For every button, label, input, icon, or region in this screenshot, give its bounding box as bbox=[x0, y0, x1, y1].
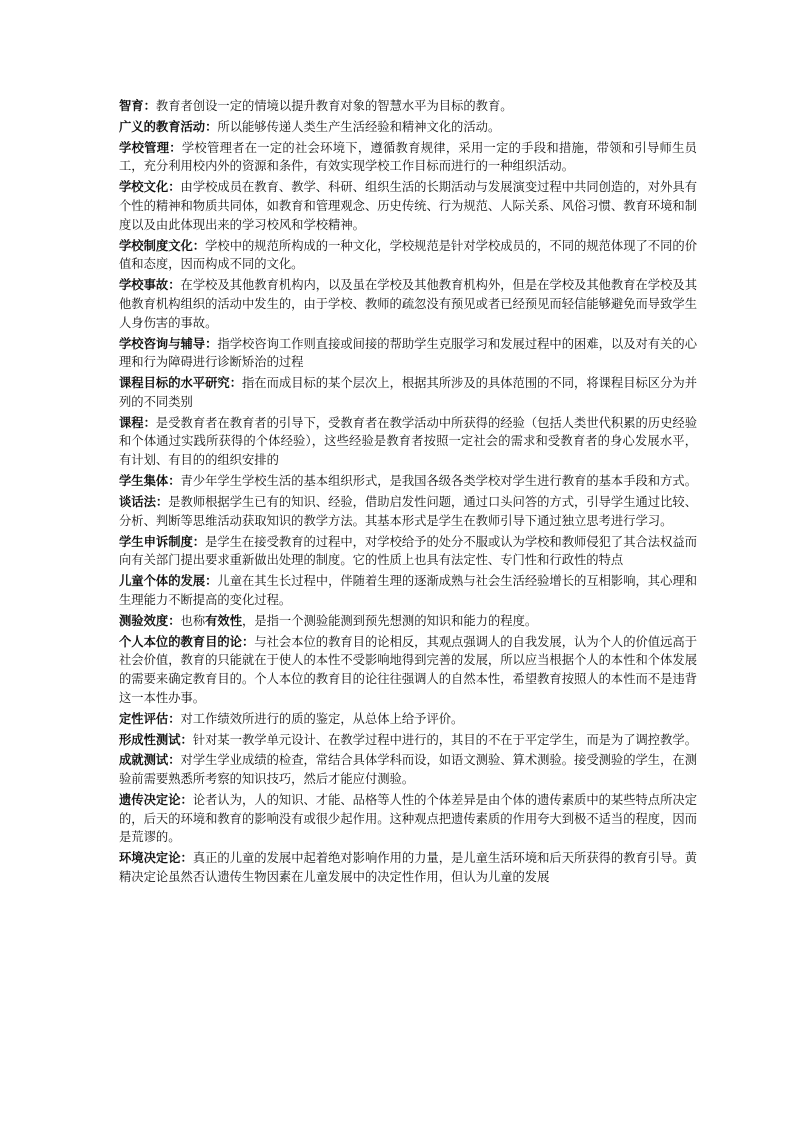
definition-text: 学校管理者在一定的社会环境下，遵循教育规律，采用一定的手段和措施，带领和引导师生员工，充分利用校内外的资源和条件，有效实现学校工作目标而进行的一种组织活动。 bbox=[119, 140, 697, 174]
term: 个人本位的教育目的论 bbox=[119, 634, 242, 649]
definition-school-management bbox=[119, 139, 697, 176]
term: 广义的教育活动 bbox=[119, 119, 206, 134]
term: 学校文化 bbox=[119, 180, 169, 195]
definition-text: 对工作绩效所进行的质的鉴定，从总体上给予评价。 bbox=[180, 711, 464, 726]
definition-child-development bbox=[119, 572, 697, 609]
term-separator: ： bbox=[168, 753, 181, 768]
term-separator: ： bbox=[241, 634, 255, 649]
term: 学校事故 bbox=[119, 278, 169, 293]
term-separator: ： bbox=[205, 336, 218, 351]
term: 学生集体 bbox=[119, 474, 169, 489]
definition-qualitative-evaluation bbox=[119, 710, 697, 729]
term: 谈话法 bbox=[119, 494, 156, 509]
definition-text: ，是指一个测验能测到预先想测的知识和能力的程度。 bbox=[242, 613, 538, 628]
definition-individual-based-aims bbox=[119, 633, 697, 708]
term: 成就测试 bbox=[119, 753, 169, 768]
term: 学校管理 bbox=[119, 140, 170, 155]
term-separator: ： bbox=[180, 732, 193, 747]
term: 课程 bbox=[119, 415, 144, 430]
term-separator: ： bbox=[168, 613, 181, 628]
definition-text: 也称 bbox=[180, 613, 206, 628]
definition-curriculum bbox=[119, 414, 697, 470]
term: 课程目标的水平研究 bbox=[119, 376, 230, 391]
term-separator: ： bbox=[169, 140, 182, 155]
term-separator: ： bbox=[205, 119, 218, 134]
definition-student-collective bbox=[119, 472, 697, 491]
term-separator: ： bbox=[155, 494, 169, 509]
definition-text: 是学生在接受教育的过程中，对学校给予的处分不服或认为学校和教师侵犯了其合法权益而向有关部门提出要求重新做出处理的制度。它的性质上也具有法定性、专门性和行政性的特点 bbox=[119, 534, 697, 568]
term: 定性评估 bbox=[119, 711, 169, 726]
definition-achievement-test bbox=[119, 751, 697, 788]
definition-environmental-determinism bbox=[119, 849, 697, 886]
definition-curriculum-goal-level bbox=[119, 374, 697, 411]
term: 学校制度文化 bbox=[119, 238, 193, 253]
definition-text: 学校中的规范所构成的一种文化，学校规范是针对学校成员的，不同的规范体现了不同的价值和态度，因而构成不同的文化。 bbox=[119, 238, 697, 272]
term-separator: ： bbox=[143, 99, 156, 113]
definition-text: 儿童在其生长过程中，伴随着生理的逐渐成熟与社会生活经验增长的互相影响，其心理和生理能力不断提高的变化过程。 bbox=[119, 574, 697, 607]
definition-text: 与社会本位的教育目的论相反，其观点强调人的自我发展，认为个人的价值远高于社会价值，教育的只能就在于使人的本性不受影响地得到完善的发展，所以应当根据个人的本性和个体发展的需要来确定教育目的。个人本位的教育目的论往往强调人的自然本性，希望教育按照人的本性而不是违背这一本性办事。 bbox=[119, 634, 697, 705]
definition-school-counseling bbox=[119, 335, 697, 372]
term-separator: ： bbox=[180, 851, 193, 866]
term-separator: ： bbox=[168, 180, 181, 195]
definition-school-accident bbox=[119, 276, 697, 332]
definition-text: 是受教育者在教育者的引导下，受教育者在教学活动中所获得的经验（包括人类世代积累的历史经验和个体通过实践所获得的个体经验），这些经验是教育者按照一定社会的需求和受教育者的身心发展水平，有计划、有目的的组织安排的 bbox=[119, 415, 697, 468]
definition-text: 由学校成员在教育、教学、科研、组织生活的长期活动与发展演变过程中共同创造的，对外具有个性的精神和物质共同体，如教育和管理观念、历史传统、行为规范、人际关系、风俗习惯、教育环境和制度以及由此体现出来的学习校风和学校精神。 bbox=[119, 180, 697, 232]
term: 儿童个体的发展 bbox=[119, 574, 206, 589]
definition-text: 针对某一教学单元设计、在教学过程中进行的，其目的不在于平定学生，而是为了调控教学。 bbox=[192, 732, 697, 747]
term: 测验效度 bbox=[119, 613, 169, 628]
term: 形成性测试 bbox=[119, 732, 181, 747]
definition-text: 指学校咨询工作则直接或间接的帮助学生克服学习和发展过程中的困难，以及对有关的心理和行为障碍进行诊断矫治的过程 bbox=[119, 336, 697, 370]
definition-zhiyu bbox=[119, 97, 697, 116]
definition-text: 对学生学业成绩的检查，常结合具体学科而设，如语文测验、算术测验。接受测验的学生，在测验前需要熟悉所考察的知识技巧，然后才能应付测验。 bbox=[119, 753, 697, 787]
definition-emphasis: 有效性 bbox=[205, 613, 243, 628]
definition-text: 在学校及其他教育机构内，以及虽在学校及其他教育机构外，但是在学校及其他教育在学校及其他教育机构组织的活动中发生的，由于学校、教师的疏忽没有预见或者已经预见而轻信能够避免而导致学生人身伤害的事故。 bbox=[119, 278, 697, 330]
document-body bbox=[119, 97, 697, 889]
definition-text: 真正的儿童的发展中起着绝对影响作用的力量，是儿童生活环境和后天所获得的教育引导。黄精决定论虽然否认遗传生物因素在儿童发展中的决定性作用，但认为儿童的发展 bbox=[119, 851, 697, 884]
definition-text: 青少年学生学校生活的基本组织形式，是我国各级各类学校对学生进行教育的基本手段和方式。 bbox=[180, 474, 697, 489]
definition-text: 教育者创设一定的情境以提升教育对象的智慧水平为目标的教育。 bbox=[155, 99, 513, 113]
term-separator: ： bbox=[192, 238, 206, 253]
term-separator: ： bbox=[143, 415, 156, 430]
term-separator: ： bbox=[180, 792, 193, 807]
term: 学校咨询与辅导 bbox=[119, 336, 206, 351]
term-separator: ： bbox=[168, 711, 181, 726]
term-separator: ： bbox=[192, 534, 206, 549]
term-separator: ： bbox=[168, 474, 181, 489]
term: 遗传决定论 bbox=[119, 792, 181, 807]
definition-student-appeal-system bbox=[119, 533, 697, 570]
definition-school-institutional-culture bbox=[119, 237, 697, 274]
definition-formative-test bbox=[119, 731, 697, 750]
definition-school-culture bbox=[119, 178, 697, 234]
term: 智育 bbox=[119, 99, 144, 113]
definition-text: 是教师根据学生已有的知识、经验，借助启发性问题，通过口头问答的方式，引导学生通过比较、分析、判断等思维活动获取知识的教学方法。其基本形式是学生在教师引导下通过独立思考进行学习。 bbox=[119, 494, 697, 528]
definition-conversation-method bbox=[119, 493, 697, 530]
definition-broad-education-activity bbox=[119, 118, 697, 137]
definition-genetic-determinism bbox=[119, 791, 697, 847]
term-separator: ： bbox=[168, 278, 181, 293]
term: 环境决定论 bbox=[119, 851, 181, 866]
definition-text: 指在而成目标的某个层次上，根据其所涉及的具体范围的不同，将课程目标区分为并列的不同类别 bbox=[119, 376, 697, 409]
term: 学生申诉制度 bbox=[119, 534, 193, 549]
term-separator: ： bbox=[205, 574, 218, 589]
definition-text: 所以能够传递人类生产生活经验和精神文化的活动。 bbox=[217, 119, 501, 134]
definition-text: 论者认为，人的知识、才能、品格等人性的个体差异是由个体的遗传素质中的某些特点所决定的，后天的环境和教育的影响没有或很少起作用。这种观点把遗传素质的作用夸大到极不适当的程度，因而是荒谬的。 bbox=[119, 792, 697, 845]
definition-test-validity bbox=[119, 612, 697, 631]
term-separator: ： bbox=[229, 376, 242, 391]
